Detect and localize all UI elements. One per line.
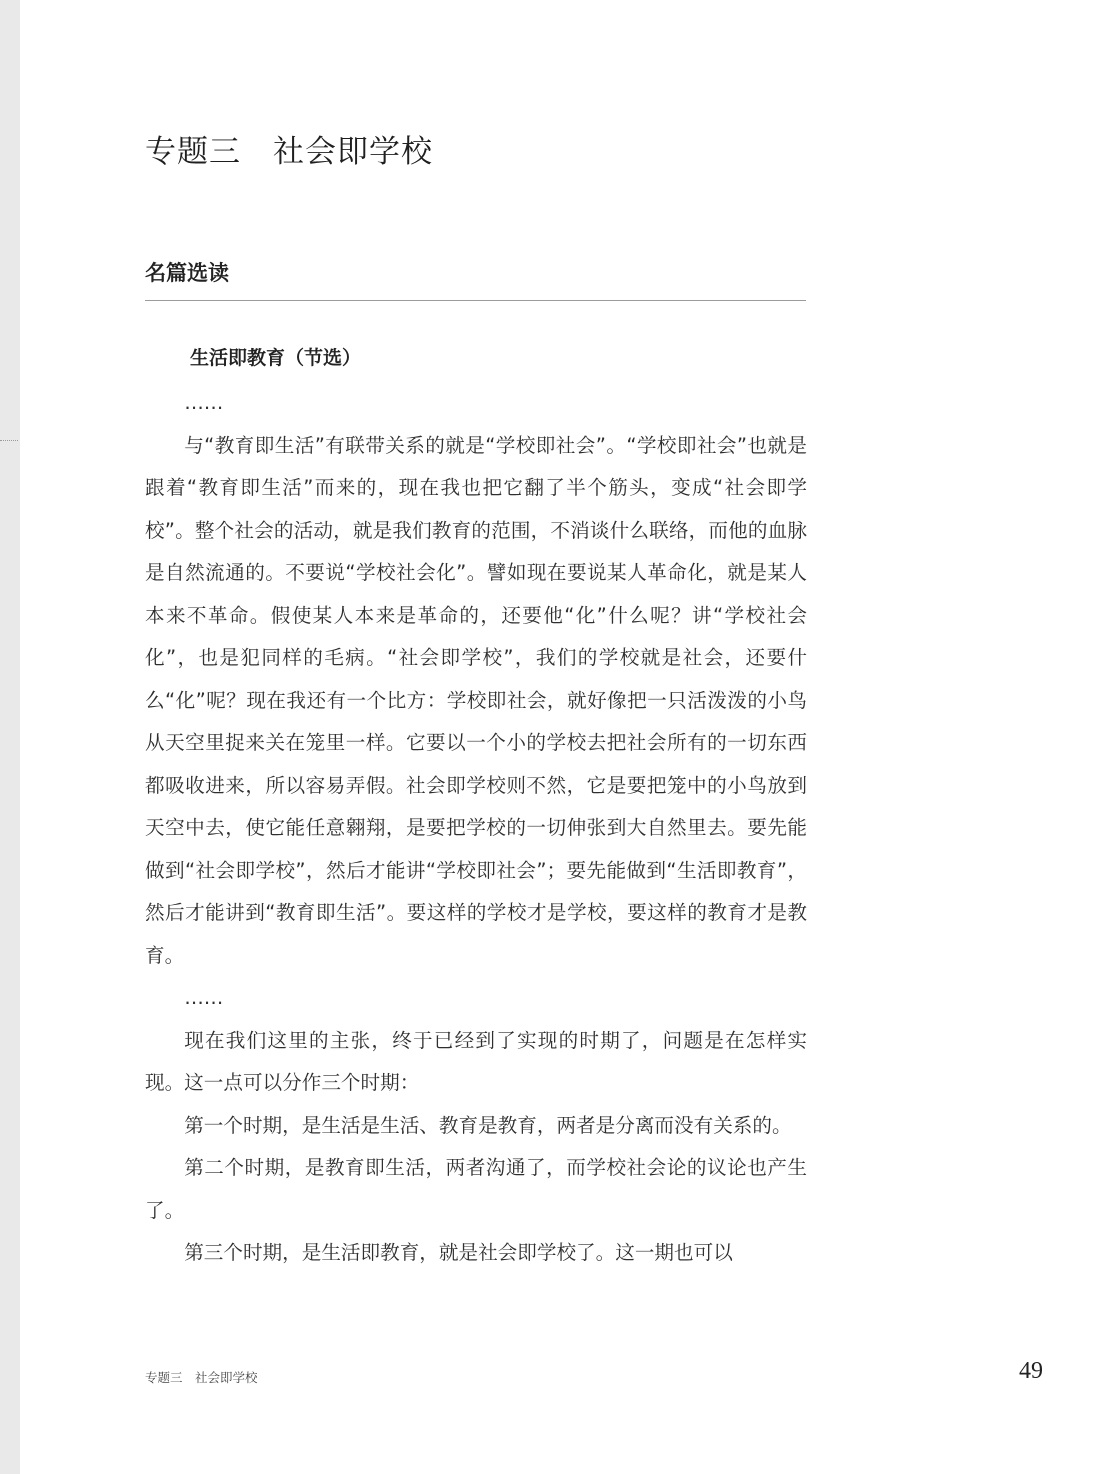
section-divider: [145, 300, 806, 301]
page-number: 49: [1019, 1358, 1043, 1384]
ellipsis-paragraph: ……: [184, 391, 224, 414]
body-paragraph: 第二个时期，是教育即生活，两者沟通了，而学校社会论的议论也产生了。: [145, 1156, 807, 1222]
chapter-title: 专题三 社会即学校: [145, 134, 433, 170]
book-page: [20, 0, 1108, 1474]
body-paragraph: 第三个时期，是生活即教育，就是社会即学校了。这一期也可以: [184, 1241, 733, 1264]
body-paragraph: 与“教育即生活”有联带关系的就是“学校即社会”。“学校即社会”也就是跟着“教育即生活”而来的，现在我也把它翻了半个筋头，变成“社会即学校”。整个社会的活动，就是我们教育的范围，不消谈什么联络，而他的血脉是自然流通的。不要说“学校社会化”。譬如现在要说某人革命化，就是某人本来不革命。假使某人本来是革命的，还要他“化”什么呢？讲“学校社会化”，也是犯同样的毛病。“社会即学校”，我们的学校就是社会，还要什么“化”呢？现在我还有一个比方：学校即社会，就好像把一只活泼泼的小鸟从天空里捉来关在笼里一样。它要以一个小的学校去把社会所有的一切东西都吸收进来，所以容易弄假。社会即学校则不然，它是要把笼中的小鸟放到天空中去，使它能任意翱翔，是要把学校的一切伸张到大自然里去。要先能做到“社会即学校”，然后才能讲“学校即社会”；要先能做到“生活即教育”，然后才能讲到“教育即生活”。要这样的学校才是学校，要这样的教育才是教育。: [145, 433, 807, 967]
section-title: 名篇选读: [145, 261, 229, 285]
body-paragraph: 现在我们这里的主张，终于已经到了实现的时期了，问题是在怎样实现。这一点可以分作三个时期：: [145, 1028, 807, 1094]
running-footer: 专题三 社会即学校: [145, 1370, 258, 1385]
article-body: [145, 382, 807, 1275]
body-paragraph: 第一个时期，是生活是生活、教育是教育，两者是分离而没有关系的。: [184, 1113, 792, 1137]
article-title: 生活即教育（节选）: [190, 347, 362, 369]
ellipsis-paragraph: ……: [184, 986, 224, 1009]
binding-dotted-mark: [0, 440, 18, 441]
